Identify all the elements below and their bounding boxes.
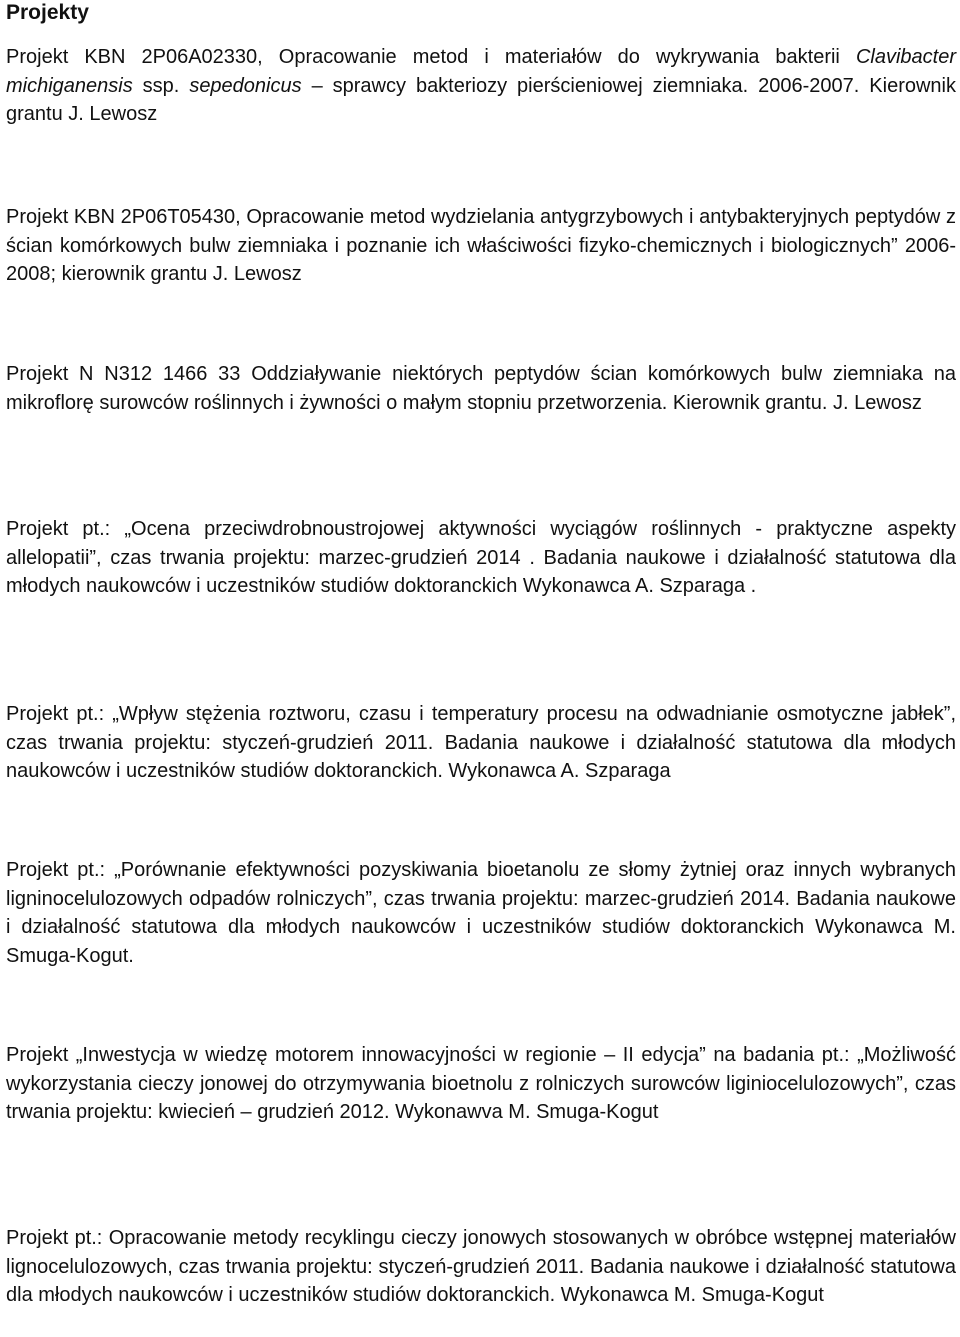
project-entry-1	[6, 43, 956, 129]
project-entry-4: Projekt pt.: „Ocena przeciwdrobnoustrojowej aktywności wyciągów roślinnych - praktyczne aspekty allelopatii”, czas trwania projektu: marzec-grudzień 2014 . Badania naukowe i działalność statutowa dla młodych naukowców i uczestników studiów doktoranckich Wykonawca A. Szparaga .	[6, 518, 956, 597]
project-entry-6: Projekt pt.: „Porównanie efektywności pozyskiwania bioetanolu ze słomy żytniej oraz innych wybranych ligninocelulozowych odpadów rolniczych”, czas trwania projektu: marzec-grudzień 2014. Badania naukowe i działalność statutowa dla młodych naukowców i uczestników studiów doktoranckich Wykonawca M. Smuga-Kogut.	[6, 859, 956, 967]
project-entry-3: Projekt N N312 1466 33 Oddziaływanie niektórych peptydów ścian komórkowych bulw ziemniaka na mikroflorę surowców roślinnych i żywności o małym stopniu przetworzenia. Kierownik grantu. J. Lewosz	[6, 363, 956, 414]
project-1-text-mid: ssp.	[132, 74, 190, 97]
project-1-subspecies-name: sepedonicus	[189, 74, 302, 97]
project-entry-7: Projekt „Inwestycja w wiedzę motorem innowacyjności w regionie – II edycja” na badania pt.: „Możliwość wykorzystania cieczy jonowej do otrzymywania bioetnolu z rolniczych surowców liginiocelulozowych”, czas trwania projektu: kwiecień – grudzień 2012. Wykonawva M. Smuga-Kogut	[6, 1044, 956, 1123]
project-entry-5: Projekt pt.: „Wpływ stężenia roztworu, czasu i temperatury procesu na odwadnianie osmotyczne jabłek”, czas trwania projektu: styczeń-grudzień 2011. Badania naukowe i działalność statutowa dla młodych naukowców i uczestników studiów doktoranckich. Wykonawca A. Szparaga	[6, 703, 956, 782]
project-entry-2: Projekt KBN 2P06T05430, Opracowanie metod wydzielania antygrzybowych i antybakteryjnych peptydów z ścian komórkowych bulw ziemniaka i poznanie ich właściwości fizyko-chemicznych i biologicznych” 2006-2008; kierownik grantu J. Lewosz	[6, 206, 956, 285]
project-1-species-name: Clavibacter michiganensis	[6, 46, 956, 97]
project-1-text-end: – sprawcy bakteriozy pierścieniowej ziemniaka. 2006-2007. Kierownik grantu J. Lewosz	[6, 74, 956, 125]
project-1-text-start: Projekt KBN 2P06A02330, Opracowanie metod i materiałów do wykrywania bakterii	[6, 46, 856, 68]
page-title: Projekty	[6, 1, 89, 24]
project-entry-8: Projekt pt.: Opracowanie metody recyklingu cieczy jonowych stosowanych w obróbce wstępnej materiałów lignocelulozowych, czas trwania projektu: styczeń-grudzień 2011. Badania naukowe i działalność statutowa dla młodych naukowców i uczestników studiów doktoranckich. Wykonawca M. Smuga-Kogut	[6, 1227, 956, 1306]
